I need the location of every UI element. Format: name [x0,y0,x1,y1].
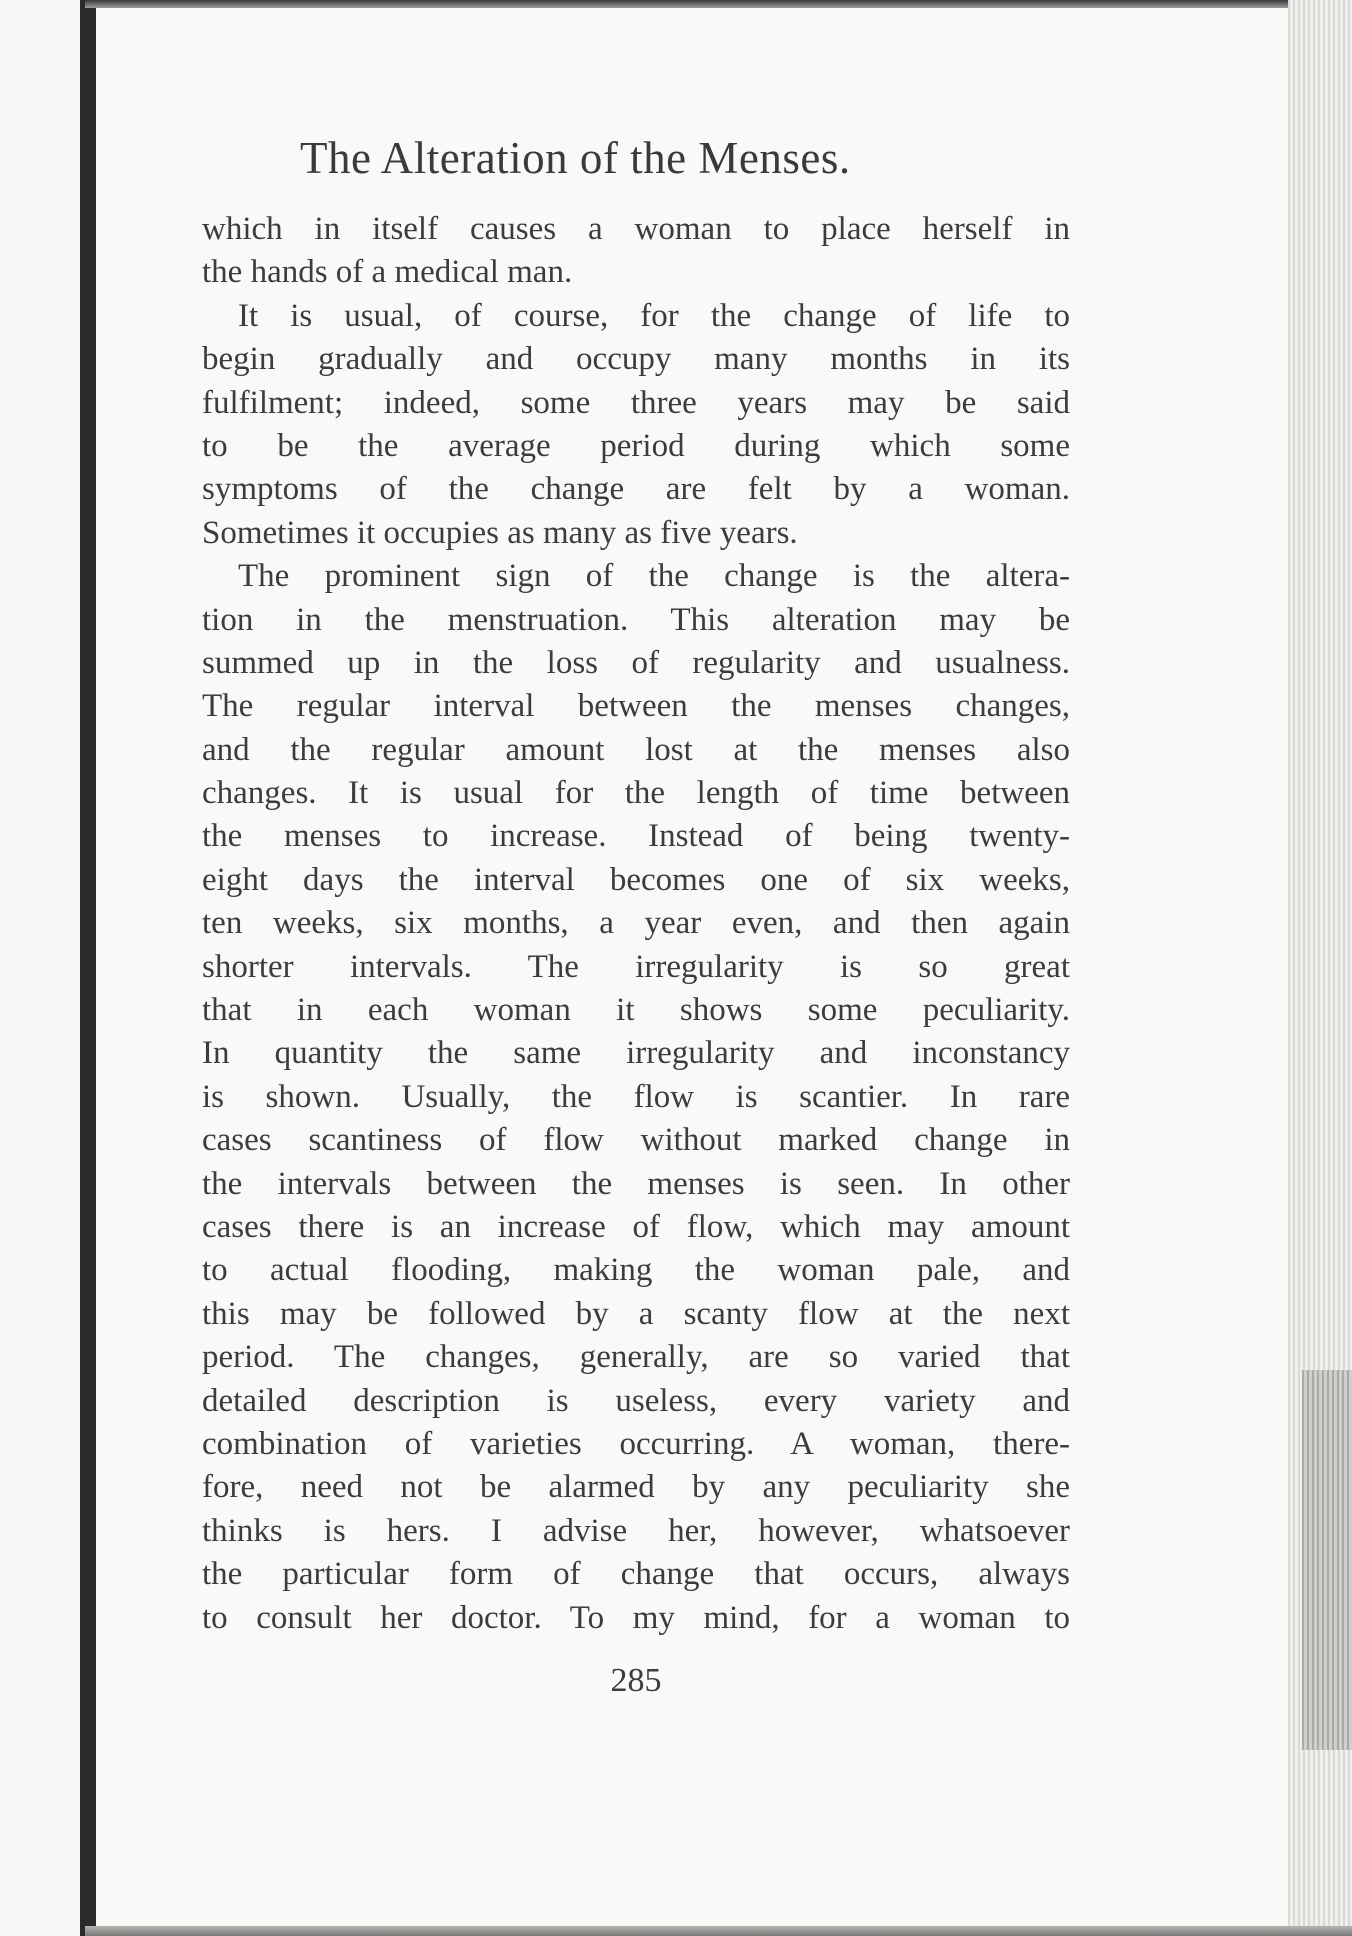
text-line: combination of varieties occurring. A woman, there- [202,1425,1070,1462]
text-line: The regular interval between the menses changes, [202,688,1070,725]
text-line: shorter intervals. The irregularity is so great [202,948,1070,985]
text-line: fulfilment; indeed, some three years may be said [202,384,1070,421]
text-line: symptoms of the change are felt by a woman. [202,471,1070,508]
text-line: changes. It is usual for the length of time between [202,775,1070,812]
top-page-edge [85,0,1295,8]
body-text [202,208,1070,1640]
text-line: which in itself causes a woman to place herself in [202,211,1070,247]
text-line: to be the average period during which some [202,427,1070,464]
text-line: the hands of a medical man. [202,254,573,291]
text-line: the particular form of change that occurs, always [202,1556,1070,1593]
page-stack-edge [1288,0,1352,1936]
text-line: and the regular amount lost at the menses also [202,731,1070,768]
text-line: the intervals between the menses is seen. In other [202,1165,1070,1202]
text-line: tion in the menstruation. This alteration may be [202,601,1070,638]
text-line: ten weeks, six months, a year even, and then again [202,905,1070,942]
text-line: eight days the interval becomes one of six weeks, [202,861,1070,898]
text-line: begin gradually and occupy many months in its [202,341,1070,378]
text-line: The prominent sign of the change is the altera- [238,558,1070,595]
text-line: detailed description is useless, every variety and [202,1382,1070,1419]
binding-shadow [80,0,96,1936]
text-line: thinks is hers. I advise her, however, whatsoever [202,1512,1070,1549]
text-line: In quantity the same irregularity and inconstancy [202,1035,1070,1072]
text-line: to actual flooding, making the woman pale, and [202,1252,1070,1289]
text-line: the menses to increase. Instead of being twenty- [202,818,1070,855]
page-stack-dark-band [1302,1370,1352,1750]
text-line: cases scantiness of flow without marked change in [202,1122,1070,1159]
text-line: It is usual, of course, for the change of life to [238,297,1070,334]
bottom-page-edge [85,1926,1352,1936]
text-line: cases there is an increase of flow, which may amount [202,1208,1070,1245]
text-line: summed up in the loss of regularity and usualness. [202,644,1070,681]
running-head: The Alteration of the Menses. [300,133,851,183]
text-line: is shown. Usually, the flow is scantier. In rare [202,1078,1070,1115]
text-line: period. The changes, generally, are so varied that [202,1339,1070,1376]
page-number: 285 [610,1662,662,1699]
text-line: to consult her doctor. To my mind, for a woman to [202,1599,1070,1636]
text-line: fore, need not be alarmed by any peculiarity she [202,1469,1070,1506]
text-line: this may be followed by a scanty flow at the next [202,1295,1070,1332]
text-line: Sometimes it occupies as many as five years. [202,514,798,551]
text-line: that in each woman it shows some peculiarity. [202,992,1070,1029]
